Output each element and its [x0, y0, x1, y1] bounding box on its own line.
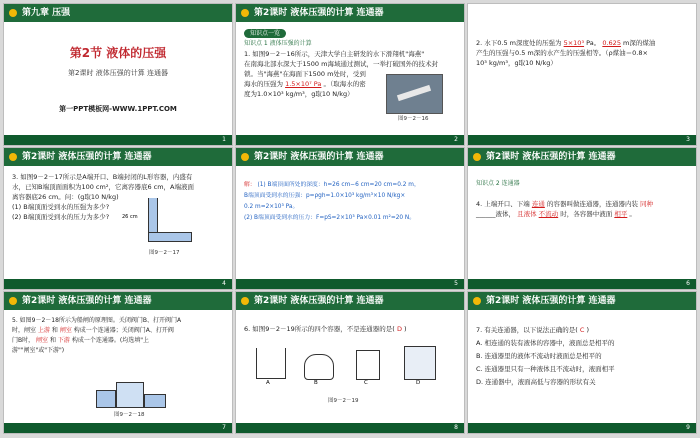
slide-9-footer: [468, 423, 696, 433]
line: (1) B端顶面所处的深度：h=26 cm−6 cm=20 cm=0.2 m，: [257, 182, 420, 188]
slide-8-header-text: 第2课时 液体压强的计算 连通器: [254, 296, 384, 306]
slide-5-footer: [236, 279, 464, 289]
option-label: D: [416, 380, 421, 386]
slide-4[interactable]: [3, 147, 233, 290]
page-number: 8: [454, 424, 458, 431]
slide-3[interactable]: [467, 3, 697, 146]
line: 3. 如图9－2－17所示是A端开口、B端封闭的L形容器，内盛有: [12, 173, 193, 181]
slide-2-header: [236, 4, 464, 22]
header-dot-icon: [241, 153, 249, 161]
slide-7-header: [4, 292, 232, 310]
option: C. 连通器里只有一种液体且不流动时，液面相平: [476, 365, 615, 373]
option-label: A: [266, 380, 270, 386]
knowledge-point: 知识点 2 连通器: [476, 180, 520, 187]
line: 产生的压强与0.5 m深的水产生的压强相等。（ρ煤油＝0.8×: [476, 49, 648, 57]
line: 水，已知B端顶面面积为100 cm²，它离容器底6 cm，A端液面: [12, 183, 194, 191]
line: 和: [51, 327, 58, 334]
line: 离容器底26 cm。问：(g取10 N/kg): [12, 193, 119, 201]
slide-1-site: 第一PPT模板网-WWW.1PPT.COM: [59, 105, 177, 113]
solve-label: 解：: [244, 182, 256, 188]
page-number: 2: [454, 136, 458, 143]
slide-1[interactable]: [3, 3, 233, 146]
line: 4. 上端开口、下端: [476, 200, 530, 208]
line: 和: [49, 337, 56, 344]
question-close: ): [404, 325, 407, 333]
slide-6-body: 知识点 2 连通器 4. 上端开口、下端 连通 的容器叫做连通器，连通器内装 同种 ______液体， 且液体 不流动 时，各容器中液面 相平 。: [476, 180, 654, 218]
line: 构成一个连通器。(均选填"上: [71, 337, 149, 344]
u-tube-a: [256, 348, 286, 379]
slide-8-body: [244, 324, 456, 334]
slide-6-footer: [468, 279, 696, 289]
slide-5-header-text: 第2课时 液体压强的计算 连通器: [254, 152, 384, 162]
header-dot-icon: [9, 9, 17, 17]
line: 5. 如图9－2－18所示为船闸的原理图。关闭阀门B、打开阀门A: [12, 317, 182, 324]
glider-photo: [386, 74, 443, 114]
option-label: B: [314, 380, 318, 386]
page-number: 7: [222, 424, 226, 431]
slide-7[interactable]: [3, 291, 233, 434]
answer-blank: 相平: [614, 210, 628, 218]
vessel-d: [404, 346, 436, 380]
slide-5-body: [244, 180, 456, 224]
question: 7. 有关连通器，以下说法正确的是(: [476, 326, 578, 334]
line: 的容器叫做连通器，连通器内装: [546, 200, 638, 208]
ship-lock-figure: [96, 378, 166, 407]
header-dot-icon: [241, 297, 249, 305]
line: 海水的压强为: [244, 80, 283, 88]
line: 。（取海水的密: [323, 80, 366, 88]
line: Pa。: [586, 39, 601, 47]
page-number: 3: [686, 136, 690, 143]
slide-6[interactable]: [467, 147, 697, 290]
question-close: ): [586, 326, 590, 334]
slide-7-header-text: 第2课时 液体压强的计算 连通器: [22, 296, 152, 306]
answer-blank: 不流动: [538, 210, 559, 218]
page-number: 1: [222, 136, 226, 143]
header-dot-icon: [9, 297, 17, 305]
line: B端顶面受到水的压强：p=ρgh=1.0×10³ kg/m³×10 N/kg×: [244, 193, 406, 199]
page-number: 6: [686, 280, 690, 287]
knowledge-point: 知识点 1 液体压强的计算: [244, 40, 312, 47]
line: 时，各容器中液面: [560, 210, 613, 218]
header-dot-icon: [9, 153, 17, 161]
slide-8-header: [236, 292, 464, 310]
answer-blank: 闸室: [36, 337, 49, 344]
page-number: 9: [686, 424, 690, 431]
option: D. 连通器中，液面高低与容器的形状有关: [476, 378, 596, 386]
line: 时，闸室: [12, 327, 37, 334]
line: 液体，: [495, 210, 515, 218]
slide-6-header: [468, 148, 696, 166]
line: m深的煤油: [623, 39, 656, 47]
slide-3-footer: [468, 135, 696, 145]
line: 游""闸室"或"下游"): [12, 347, 65, 354]
container-figures: [256, 344, 446, 390]
line: 1. 如图9－2－16所示，天津大学自主研发的水下滑翔机"海燕": [244, 50, 425, 58]
line: 锁。当"海燕"在海面下1500 m处时，受到: [244, 70, 366, 78]
slide-2-tag: 知识点一览: [244, 29, 286, 38]
line: 10³ kg/m³，g取10 N/kg）: [476, 59, 557, 67]
slide-2-header-text: 第2课时 液体压强的计算 连通器: [254, 8, 384, 18]
slide-9-header-text: 第2课时 液体压强的计算 连通器: [486, 296, 616, 306]
line: 度为1.0×10³ kg/m³，g取10 N/kg）: [244, 90, 354, 98]
slide-4-header: [4, 148, 232, 166]
answer-blank: 5×10³: [563, 39, 585, 47]
slide-9-body: [476, 324, 688, 389]
slide-1-footer: [4, 135, 232, 145]
slide-1-subtitle: 第2课时 液体压强的计算 连通器: [68, 69, 168, 77]
page-number: 4: [222, 280, 226, 287]
slide-4-header-text: 第2课时 液体压强的计算 连通器: [22, 152, 152, 162]
answer-blank: 且液体: [517, 210, 537, 218]
line: 2. 水下0.5 m深度处的压强为: [476, 39, 562, 47]
slide-7-body: [12, 316, 224, 356]
teapot-b: [304, 354, 334, 380]
line: 0.2 m=2×10³ Pa。: [244, 204, 299, 210]
line: 构成一个连通器；关闭阀门A、打开阀: [73, 327, 174, 334]
answer-blank: 1.5×10⁷ Pa: [285, 80, 322, 88]
page-number: 5: [454, 280, 458, 287]
option: B. 连通器里的液体不流动时液面总是相平的: [476, 352, 602, 360]
line: (2) B端顶面受到水的压力为多少?: [12, 213, 110, 221]
slide-8[interactable]: [235, 291, 465, 434]
vessel-c: [356, 350, 380, 380]
l-container-figure: [122, 198, 194, 243]
answer-blank: 上游: [37, 327, 50, 334]
slide-9-header: [468, 292, 696, 310]
figure-label: 图9－2－17: [149, 250, 180, 256]
header-dot-icon: [473, 297, 481, 305]
header-dot-icon: [241, 9, 249, 17]
dimension-label: 26 cm: [122, 214, 138, 220]
line: 门B时，: [12, 337, 35, 344]
slide-1-header-text: 第九章 压强: [22, 8, 71, 18]
figure-label: 图9－2－18: [114, 412, 145, 418]
header-dot-icon: [473, 153, 481, 161]
answer-blank: D: [396, 325, 402, 333]
slide-1-title: 第2节 液体的压强: [69, 46, 167, 60]
question: 6. 如图9－2－19所示的四个容器，不是连通器的是(: [244, 325, 395, 333]
slide-9[interactable]: [467, 291, 697, 434]
line: (2) B端顶面受到水的压力：F=pS=2×10³ Pa×0.01 m²=20 N。: [244, 215, 416, 221]
line: (1) B端顶面受到水的压强为多少?: [12, 203, 110, 211]
slide-2[interactable]: [235, 3, 465, 146]
slide-3-body: [476, 38, 688, 68]
figure-label: 图9－2－19: [328, 398, 359, 404]
option: A. 相连通的装有液体的容器中，液面总是相平的: [476, 339, 615, 347]
slide-1-header: [4, 4, 232, 22]
slide-6-header-text: 第2课时 液体压强的计算 连通器: [486, 152, 616, 162]
answer-blank: 闸室: [59, 327, 72, 334]
option-label: C: [364, 380, 368, 386]
figure-label: 图9－2－16: [398, 116, 429, 122]
line: 。: [629, 210, 636, 218]
slide-4-footer: [4, 279, 232, 289]
answer-blank: C: [579, 326, 585, 334]
answer-blank: 下游: [57, 337, 70, 344]
answer-blank: 同种: [640, 200, 654, 208]
slide-7-footer: [4, 423, 232, 433]
line: 在南海北部水深大于1500 m海域通过测试，一举打破国外的技术封: [244, 60, 438, 68]
slide-2-footer: [236, 135, 464, 145]
answer-blank: 0.625: [602, 39, 621, 47]
slide-5[interactable]: [235, 147, 465, 290]
slide-5-header: [236, 148, 464, 166]
answer-blank: 连通: [531, 200, 545, 208]
slide-8-footer: [236, 423, 464, 433]
